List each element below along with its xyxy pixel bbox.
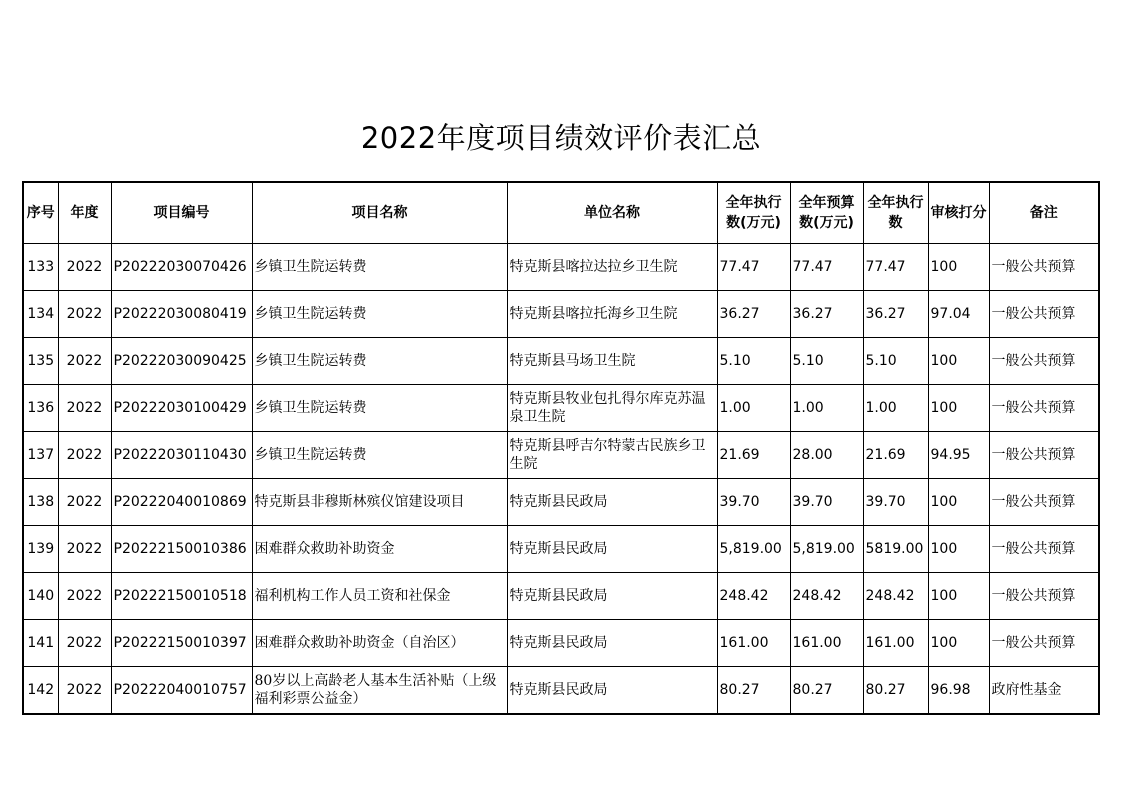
cell-project: 困难群众救助补助资金（自治区） — [252, 620, 507, 667]
cell-budget: 77.47 — [790, 244, 863, 291]
header-year: 年度 — [58, 182, 111, 244]
cell-executed: 36.27 — [717, 291, 790, 338]
cell-seq: 134 — [23, 291, 58, 338]
cell-remark: 一般公共预算 — [989, 479, 1099, 526]
cell-executed: 1.00 — [717, 385, 790, 432]
cell-unit: 特克斯县民政局 — [507, 620, 717, 667]
cell-executed-count: 36.27 — [863, 291, 928, 338]
table-row — [23, 432, 1099, 479]
cell-year: 2022 — [58, 432, 111, 479]
cell-executed-count: 5.10 — [863, 338, 928, 385]
cell-project: 困难群众救助补助资金 — [252, 526, 507, 573]
cell-code: P20222030080419 — [111, 291, 252, 338]
cell-year: 2022 — [58, 667, 111, 715]
header-executed-count: 全年执行数 — [863, 182, 928, 244]
table-header-row — [23, 182, 1099, 244]
table-row — [23, 667, 1099, 715]
cell-year: 2022 — [58, 385, 111, 432]
cell-budget: 39.70 — [790, 479, 863, 526]
cell-code: P20222150010518 — [111, 573, 252, 620]
cell-code: P20222030100429 — [111, 385, 252, 432]
cell-seq: 140 — [23, 573, 58, 620]
cell-executed: 80.27 — [717, 667, 790, 715]
evaluation-table — [22, 181, 1100, 715]
cell-code: P20222030070426 — [111, 244, 252, 291]
cell-code: P20222030090425 — [111, 338, 252, 385]
cell-budget: 248.42 — [790, 573, 863, 620]
cell-remark: 一般公共预算 — [989, 291, 1099, 338]
cell-score: 100 — [928, 479, 989, 526]
cell-score: 94.95 — [928, 432, 989, 479]
cell-budget: 5.10 — [790, 338, 863, 385]
cell-score: 100 — [928, 526, 989, 573]
cell-score: 96.98 — [928, 667, 989, 715]
cell-executed: 77.47 — [717, 244, 790, 291]
cell-code: P20222040010757 — [111, 667, 252, 715]
cell-budget: 28.00 — [790, 432, 863, 479]
cell-seq: 136 — [23, 385, 58, 432]
cell-budget: 1.00 — [790, 385, 863, 432]
cell-seq: 135 — [23, 338, 58, 385]
cell-executed-count: 1.00 — [863, 385, 928, 432]
cell-project: 80岁以上高龄老人基本生活补贴（上级福利彩票公益金） — [252, 667, 507, 715]
cell-executed: 248.42 — [717, 573, 790, 620]
cell-year: 2022 — [58, 338, 111, 385]
cell-executed: 21.69 — [717, 432, 790, 479]
table-row — [23, 244, 1099, 291]
cell-year: 2022 — [58, 526, 111, 573]
cell-remark: 一般公共预算 — [989, 526, 1099, 573]
header-project: 项目名称 — [252, 182, 507, 244]
cell-unit: 特克斯县民政局 — [507, 573, 717, 620]
cell-project: 乡镇卫生院运转费 — [252, 338, 507, 385]
cell-seq: 139 — [23, 526, 58, 573]
cell-code: P20222040010869 — [111, 479, 252, 526]
header-code: 项目编号 — [111, 182, 252, 244]
cell-seq: 138 — [23, 479, 58, 526]
header-seq: 序号 — [23, 182, 58, 244]
cell-executed-count: 5819.00 — [863, 526, 928, 573]
header-remark: 备注 — [989, 182, 1099, 244]
table-row — [23, 620, 1099, 667]
cell-seq: 141 — [23, 620, 58, 667]
cell-executed-count: 39.70 — [863, 479, 928, 526]
cell-remark: 一般公共预算 — [989, 432, 1099, 479]
cell-project: 乡镇卫生院运转费 — [252, 385, 507, 432]
cell-executed-count: 80.27 — [863, 667, 928, 715]
cell-remark: 政府性基金 — [989, 667, 1099, 715]
table-row — [23, 526, 1099, 573]
cell-score: 100 — [928, 385, 989, 432]
cell-seq: 133 — [23, 244, 58, 291]
cell-score: 97.04 — [928, 291, 989, 338]
cell-remark: 一般公共预算 — [989, 244, 1099, 291]
cell-unit: 特克斯县喀拉托海乡卫生院 — [507, 291, 717, 338]
cell-executed-count: 21.69 — [863, 432, 928, 479]
cell-budget: 5,819.00 — [790, 526, 863, 573]
cell-score: 100 — [928, 338, 989, 385]
cell-project: 福利机构工作人员工资和社保金 — [252, 573, 507, 620]
cell-project: 乡镇卫生院运转费 — [252, 432, 507, 479]
cell-year: 2022 — [58, 573, 111, 620]
cell-unit: 特克斯县呼吉尔特蒙古民族乡卫生院 — [507, 432, 717, 479]
cell-remark: 一般公共预算 — [989, 385, 1099, 432]
cell-code: P20222150010397 — [111, 620, 252, 667]
cell-unit: 特克斯县民政局 — [507, 526, 717, 573]
cell-year: 2022 — [58, 291, 111, 338]
cell-remark: 一般公共预算 — [989, 338, 1099, 385]
cell-seq: 142 — [23, 667, 58, 715]
header-score: 审核打分 — [928, 182, 989, 244]
cell-executed: 39.70 — [717, 479, 790, 526]
cell-score: 100 — [928, 244, 989, 291]
cell-remark: 一般公共预算 — [989, 573, 1099, 620]
cell-seq: 137 — [23, 432, 58, 479]
page-title: 2022年度项目绩效评价表汇总 — [360, 121, 762, 155]
cell-code: P20222150010386 — [111, 526, 252, 573]
cell-unit: 特克斯县喀拉达拉乡卫生院 — [507, 244, 717, 291]
header-budget: 全年预算数(万元) — [790, 182, 863, 244]
table-row — [23, 385, 1099, 432]
table-row — [23, 573, 1099, 620]
cell-unit: 特克斯县民政局 — [507, 479, 717, 526]
cell-code: P20222030110430 — [111, 432, 252, 479]
header-executed: 全年执行数(万元) — [717, 182, 790, 244]
cell-budget: 161.00 — [790, 620, 863, 667]
cell-unit: 特克斯县马场卫生院 — [507, 338, 717, 385]
cell-budget: 80.27 — [790, 667, 863, 715]
cell-executed: 5,819.00 — [717, 526, 790, 573]
cell-executed: 5.10 — [717, 338, 790, 385]
cell-year: 2022 — [58, 479, 111, 526]
header-unit: 单位名称 — [507, 182, 717, 244]
table-row — [23, 291, 1099, 338]
cell-remark: 一般公共预算 — [989, 620, 1099, 667]
table-row — [23, 338, 1099, 385]
cell-project: 特克斯县非穆斯林殡仪馆建设项目 — [252, 479, 507, 526]
cell-year: 2022 — [58, 620, 111, 667]
cell-executed-count: 77.47 — [863, 244, 928, 291]
cell-project: 乡镇卫生院运转费 — [252, 244, 507, 291]
table-row — [23, 479, 1099, 526]
cell-project: 乡镇卫生院运转费 — [252, 291, 507, 338]
cell-year: 2022 — [58, 244, 111, 291]
cell-unit: 特克斯县牧业包扎得尔库克苏温泉卫生院 — [507, 385, 717, 432]
cell-budget: 36.27 — [790, 291, 863, 338]
cell-score: 100 — [928, 573, 989, 620]
cell-executed: 161.00 — [717, 620, 790, 667]
cell-unit: 特克斯县民政局 — [507, 667, 717, 715]
cell-executed-count: 161.00 — [863, 620, 928, 667]
cell-executed-count: 248.42 — [863, 573, 928, 620]
cell-score: 100 — [928, 620, 989, 667]
